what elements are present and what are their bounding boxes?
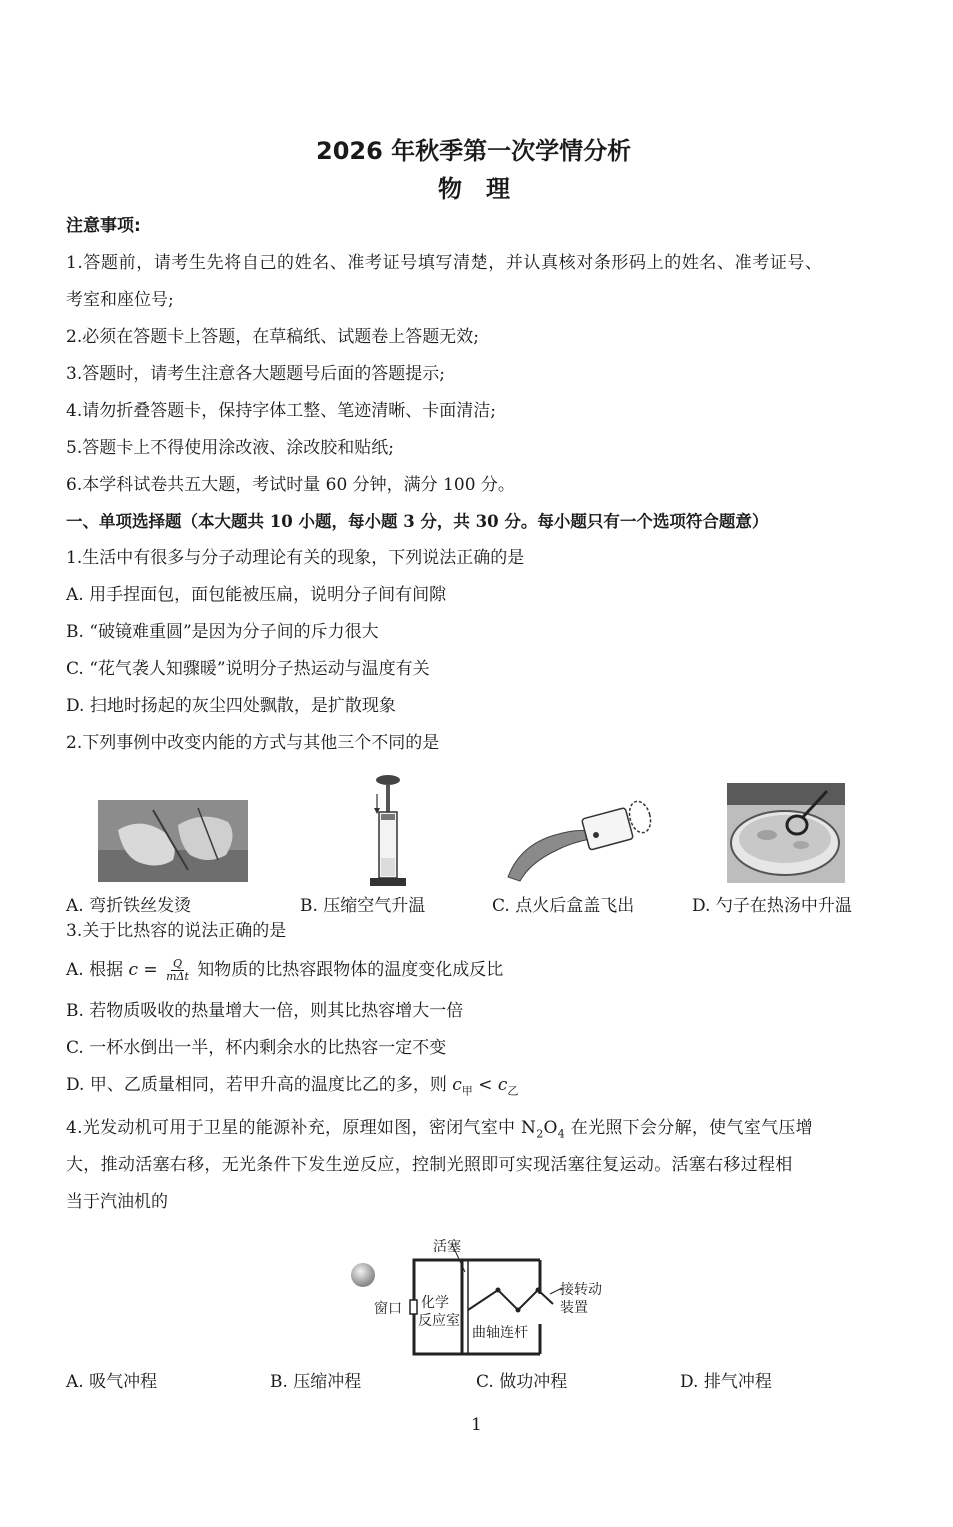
label-window: 窗口 — [374, 1301, 402, 1317]
note-line: 3.答题时，请考生注意各大题题号后面的答题提示; — [66, 364, 445, 384]
question-stem: 1.生活中有很多与分子动理论有关的现象，下列说法正确的是 — [66, 548, 525, 568]
note-line: 考室和座位号; — [66, 290, 174, 310]
spoon-soup-photo — [727, 783, 845, 883]
fraction-denominator: mΔt — [166, 970, 189, 983]
spark-box-drawing — [500, 795, 660, 885]
option-line: B. 若物质吸收的热量增大一倍，则其比热容增大一倍 — [66, 1001, 464, 1021]
note-line: 4.请勿折叠答题卡，保持字体工整、笔迹清晰、卡面清洁; — [66, 401, 496, 421]
label-chamber-1: 化学 — [421, 1295, 449, 1311]
stem-part: 4.光发动机可用于卫星的能源补充，原理如图，密闭气室中 N — [66, 1118, 537, 1138]
option-prefix: D. 甲、乙质量相同，若甲升高的温度比乙的多，则 — [66, 1075, 447, 1095]
subscript: 4 — [557, 1127, 566, 1141]
subscript: 2 — [536, 1127, 544, 1141]
window-mark — [410, 1300, 417, 1314]
option-label: A. 吸气冲程 — [66, 1372, 158, 1392]
subject-title: 物 理 — [438, 175, 510, 203]
bending-wire-photo — [98, 800, 248, 882]
formula-fraction — [166, 958, 189, 983]
note-line: 6.本学科试卷共五大题，考试时量 60 分钟，满分 100 分。 — [66, 475, 515, 495]
label-connect-1: 接转动 — [560, 1282, 602, 1298]
question-line: 当于汽油机的 — [66, 1192, 168, 1212]
option-line: C. 一杯水倒出一半，杯内剩余水的比热容一定不变 — [66, 1038, 447, 1058]
note-line: 1.答题前，请考生先将自己的姓名、准考证号填写清楚，并认真核对条形码上的姓名、准考证号、 — [66, 253, 823, 273]
option-line: C. “花气袭人知骤暖”说明分子热运动与温度有关 — [66, 659, 430, 679]
option-line: D. 扫地时扬起的灰尘四处飘散，是扩散现象 — [66, 696, 396, 716]
option-label: C. 点火后盒盖飞出 — [492, 896, 635, 916]
light-source — [351, 1263, 375, 1287]
question-line: 大，推动活塞右移，无光条件下发生逆反应，控制光照即可实现活塞往复运动。活塞右移过程相 — [66, 1155, 793, 1175]
symbol-c: c — [452, 1075, 462, 1095]
option-line — [66, 1074, 518, 1102]
option-prefix: A. 根据 — [66, 960, 124, 980]
label-crank: 曲轴连杆 — [472, 1325, 528, 1341]
exam-title: 2026 年秋季第一次学情分析 — [316, 137, 632, 165]
note-line: 2.必须在答题卡上答题，在草稿纸、试题卷上答题无效; — [66, 327, 479, 347]
label-piston: 活塞 — [433, 1239, 461, 1255]
subscript: 甲 — [461, 1084, 473, 1098]
label-chamber-2: 反应室 — [418, 1313, 460, 1329]
stem-part: O — [543, 1118, 558, 1138]
option-label: A. 弯折铁丝发烫 — [66, 896, 192, 916]
option-suffix: 知物质的比热容跟物体的温度变化成反比 — [197, 960, 504, 980]
option-label: C. 做功冲程 — [476, 1372, 568, 1392]
subscript: 乙 — [507, 1084, 519, 1098]
question-stem: 3.关于比热容的说法正确的是 — [66, 921, 287, 941]
option-label: D. 勺子在热汤中升温 — [692, 896, 852, 916]
pump-cylinder-drawing — [360, 772, 410, 890]
formula-lhs: c = — [128, 960, 158, 980]
fraction-numerator: Q — [172, 957, 182, 970]
question-stem: 2.下列事例中改变内能的方式与其他三个不同的是 — [66, 733, 440, 753]
option-line: A. 用手捏面包，面包能被压扁，说明分子间有间隙 — [66, 585, 447, 605]
crank-rod — [468, 1290, 553, 1310]
less-than: < — [478, 1075, 493, 1095]
section-heading: 一、单项选择题（本大题共 10 小题，每小题 3 分，共 30 分。每小题只有一个选项符合题意） — [66, 512, 769, 531]
stem-part: 在光照下会分解，使气室气压增 — [565, 1118, 813, 1138]
label-connect-2: 装置 — [560, 1300, 588, 1316]
page-number: 1 — [471, 1415, 482, 1435]
option-label: D. 排气冲程 — [680, 1372, 772, 1392]
option-label: B. 压缩空气升温 — [300, 896, 426, 916]
option-line — [66, 958, 503, 983]
notes-heading: 注意事项: — [66, 216, 141, 236]
note-line: 5.答题卡上不得使用涂改液、涂改胶和贴纸; — [66, 438, 394, 458]
option-label: B. 压缩冲程 — [270, 1372, 362, 1392]
option-line: B. “破镜难重圆”是因为分子间的斥力很大 — [66, 622, 379, 642]
question-stem — [66, 1117, 813, 1145]
symbol-c: c — [497, 1075, 508, 1095]
